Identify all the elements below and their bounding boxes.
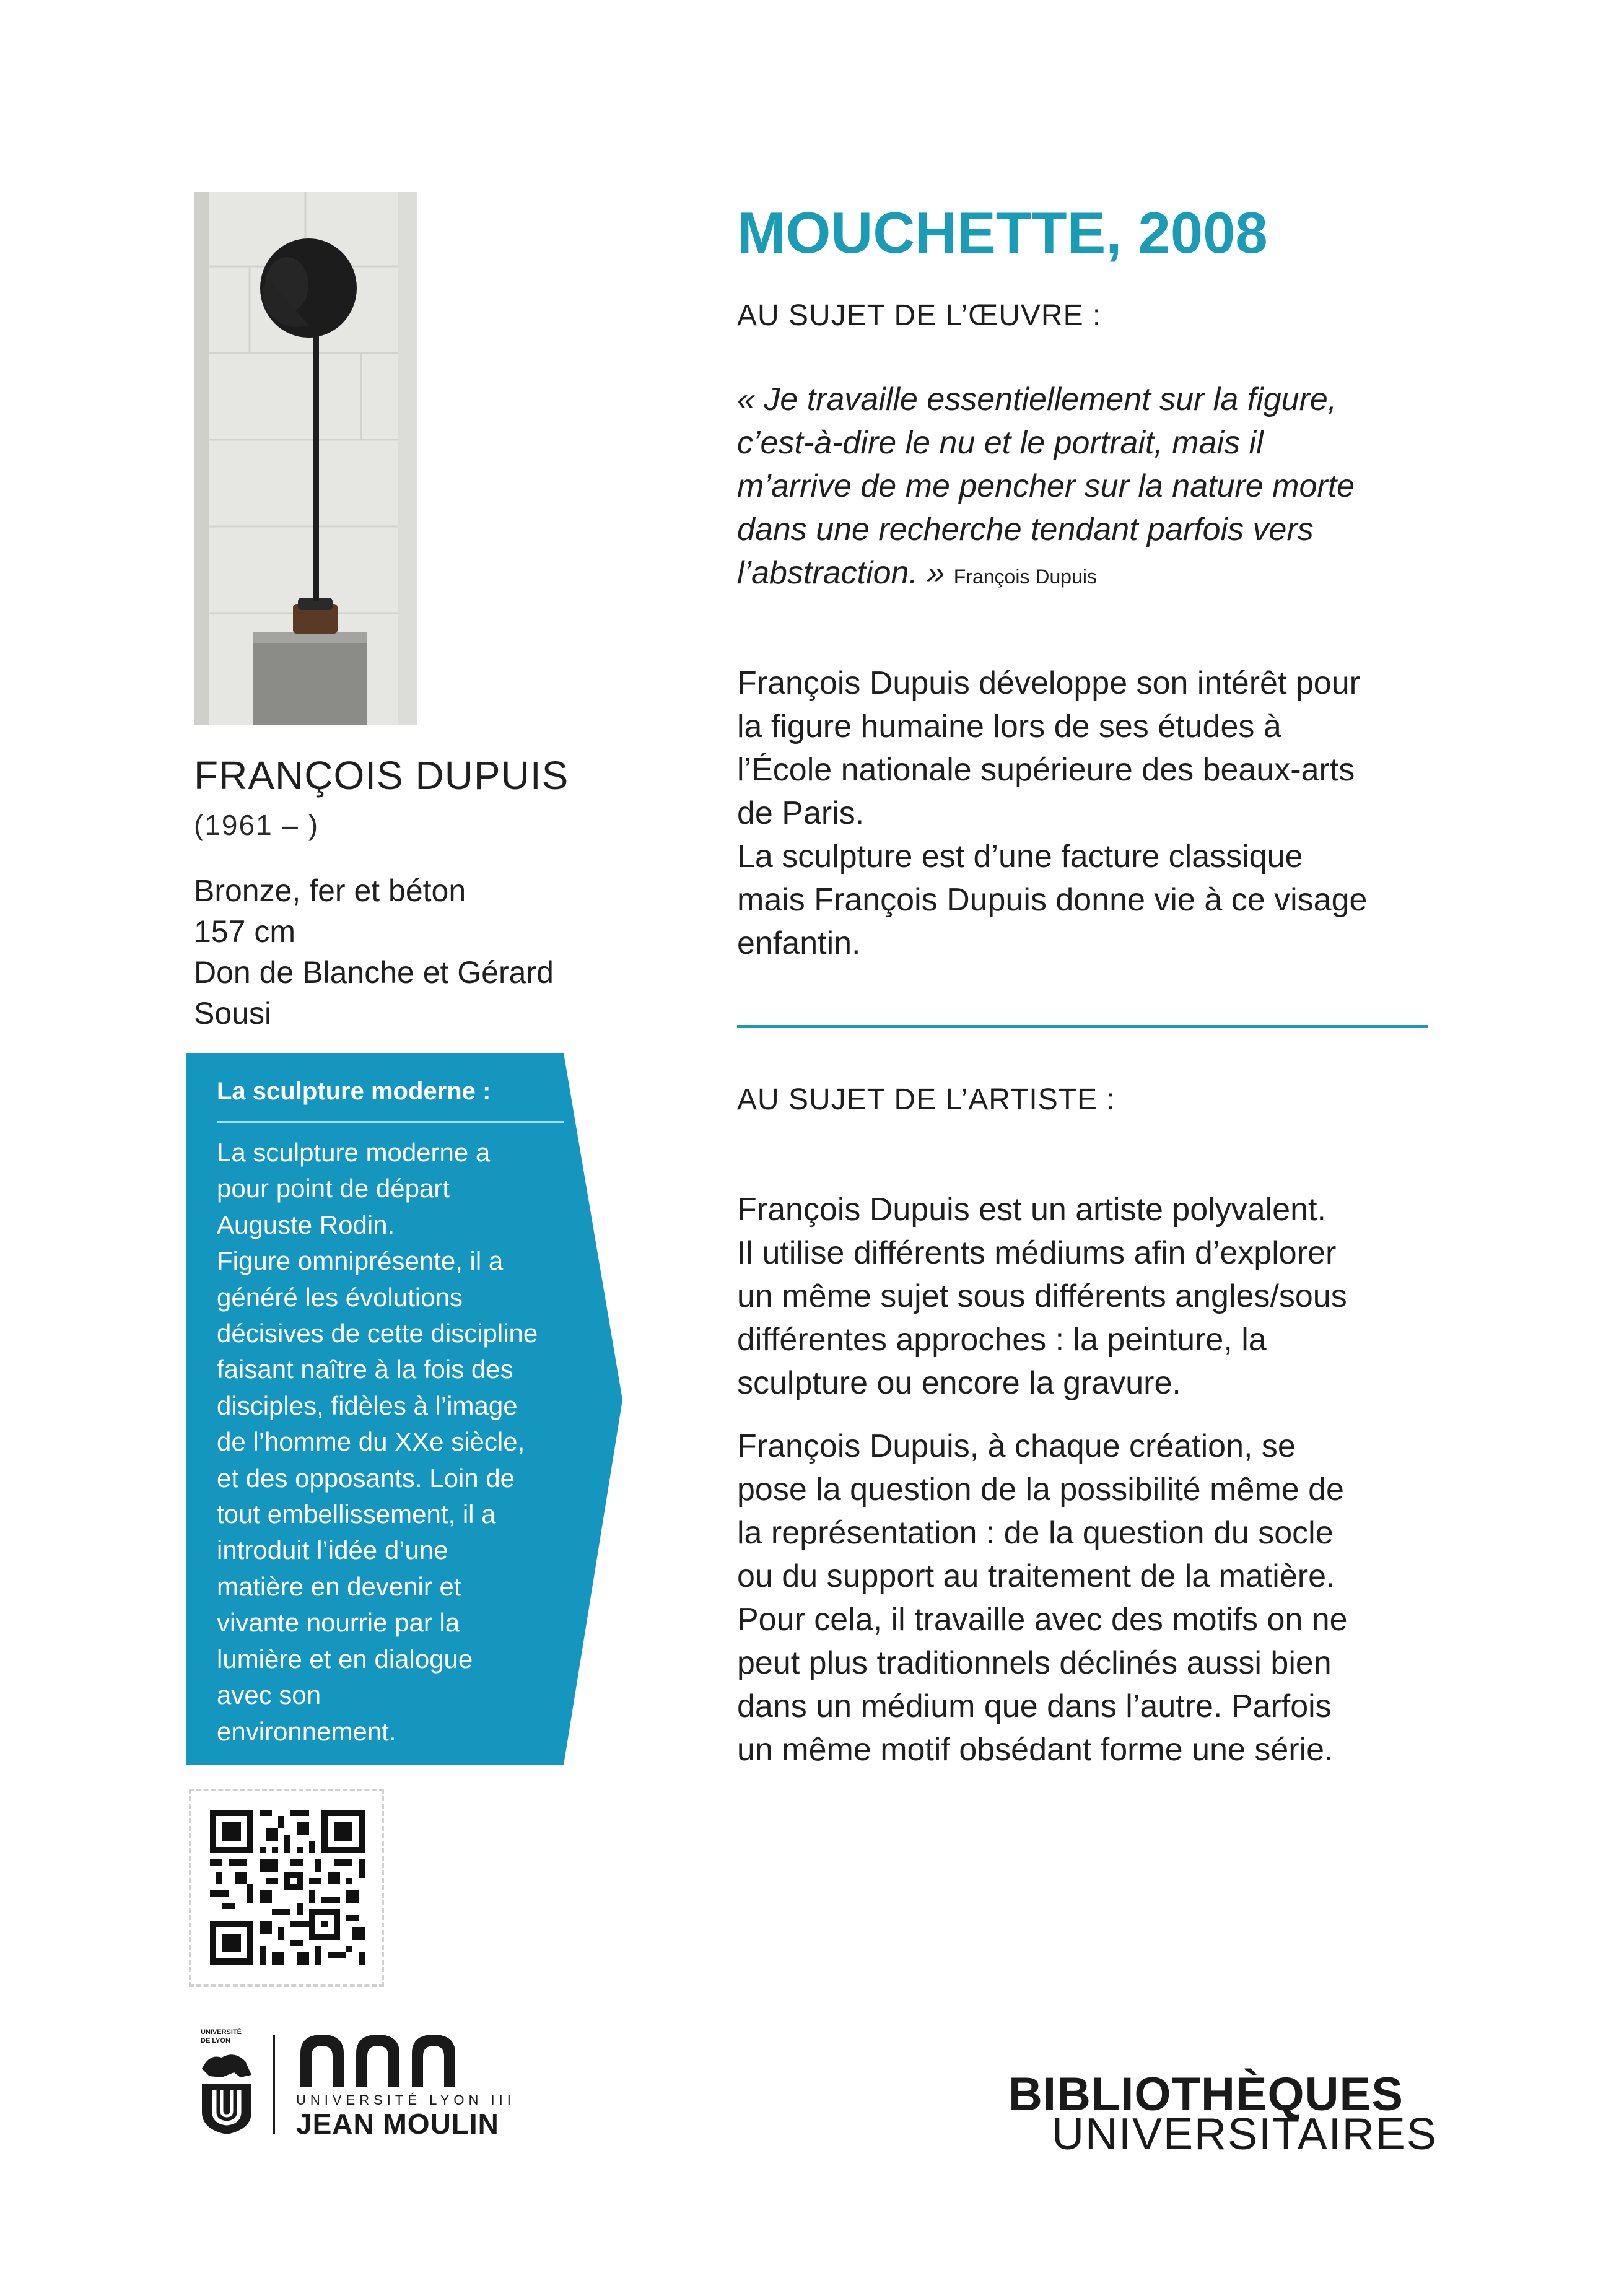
quote-author: François Dupuis	[953, 565, 1097, 588]
body-line: La sculpture est d’une facture classique	[737, 839, 1303, 875]
artist-quote	[737, 378, 1355, 598]
logo-separator	[273, 2035, 275, 2134]
qr-code-icon	[210, 1810, 365, 1965]
info-box-line: tout embellissement, il a	[217, 1499, 496, 1529]
artist-description-1	[737, 1188, 1347, 1405]
body-line: pose la question de la possibilité même de	[737, 1472, 1344, 1508]
artist-description-2	[737, 1425, 1348, 1771]
ul-logo-text-1: UNIVERSITÉ	[201, 2028, 242, 2036]
work-description	[737, 661, 1367, 965]
body-line: différentes approches : la peinture, la	[737, 1322, 1267, 1358]
info-box-line: Figure omniprésente, il a	[217, 1246, 504, 1276]
bibliotheques-logo-title: BIBLIOTHÈQUES	[1008, 2068, 1404, 2121]
artwork-donation-cont: Sousi	[194, 996, 272, 1031]
info-box-line: généré les évolutions	[217, 1282, 463, 1312]
body-line: François Dupuis, à chaque création, se	[737, 1428, 1296, 1464]
info-box-line: avec son	[217, 1680, 321, 1710]
body-line: Pour cela, il travaille avec des motifs on ne	[737, 1602, 1348, 1638]
quote-line: l’abstraction. »	[737, 555, 945, 591]
body-line: Il utilise différents médiums afin d’explorer	[737, 1235, 1337, 1271]
info-box-line: faisant naître à la fois des	[217, 1355, 513, 1384]
quote-line: « Je travaille essentiellement sur la figure,	[737, 382, 1337, 417]
artwork-donation: Don de Blanche et Gérard	[194, 955, 554, 990]
body-line: la figure humaine lors de ses études à	[737, 709, 1281, 744]
info-box-line: matière en devenir et	[217, 1571, 461, 1601]
info-box-line: de l’homme du XXe siècle,	[217, 1427, 525, 1457]
body-line: peut plus traditionnels déclinés aussi bien	[737, 1645, 1332, 1681]
body-line: François Dupuis développe son intérêt pour	[737, 665, 1360, 701]
info-box-line: pour point de départ	[217, 1174, 450, 1203]
artwork-size: 157 cm	[194, 914, 295, 949]
artist-dates: (1961 – )	[194, 809, 320, 841]
info-box-text	[217, 1135, 601, 1750]
artwork-details	[194, 870, 554, 1034]
info-box-line: vivante nourrie par la	[217, 1608, 460, 1638]
info-box-line: et des opposants. Loin de	[217, 1463, 515, 1493]
info-box-title: La sculpture moderne :	[217, 1078, 491, 1105]
section-heading-artist: AU SUJET DE L’ARTISTE :	[737, 1083, 1115, 1116]
quote-line-last	[737, 551, 1355, 598]
artwork-medium: Bronze, fer et béton	[194, 873, 466, 908]
body-line: mais François Dupuis donne vie à ce visage	[737, 882, 1368, 918]
body-line: ou du support au traitement de la matière.	[737, 1558, 1335, 1594]
info-box-line: introduit l’idée d’une	[217, 1535, 448, 1565]
ul-logo-text-2: DE LYON	[201, 2037, 230, 2045]
info-box-divider	[217, 1121, 564, 1123]
info-box-line: lumière et en dialogue	[217, 1644, 473, 1674]
body-line: enfantin.	[737, 925, 861, 961]
body-line: l’École nationale supérieure des beaux-arts	[737, 752, 1355, 788]
info-box-line: environnement.	[217, 1716, 396, 1746]
body-line: la représentation : de la question du socle	[737, 1515, 1334, 1551]
info-box-line: disciples, fidèles à l’image	[217, 1390, 518, 1420]
body-line: sculpture ou encore la gravure.	[737, 1365, 1181, 1401]
quote-line: dans une recherche tendant parfois vers	[737, 512, 1314, 548]
jean-moulin-logo-subtitle: UNIVERSITÉ LYON III	[296, 2092, 515, 2108]
body-line: un même sujet sous différents angles/sous	[737, 1278, 1347, 1314]
body-line: dans un médium que dans l’autre. Parfois	[737, 1688, 1332, 1724]
info-box-line: Auguste Rodin.	[217, 1210, 395, 1239]
info-box-line: décisives de cette discipline	[217, 1319, 538, 1348]
quote-line: c’est-à-dire le nu et le portrait, mais il	[737, 425, 1264, 461]
jean-moulin-arches-icon	[294, 2028, 480, 2090]
section-divider	[737, 1025, 1428, 1028]
artist-name: FRANÇOIS DUPUIS	[194, 753, 569, 798]
universite-de-lyon-logo	[197, 2025, 259, 2137]
bibliotheques-logo-subtitle: UNIVERSITAIRES	[1052, 2110, 1438, 2159]
qr-code[interactable]	[189, 1789, 384, 1987]
body-line: François Dupuis est un artiste polyvalent.	[737, 1192, 1326, 1228]
body-line: de Paris.	[737, 795, 865, 831]
info-box-line: La sculpture moderne a	[217, 1138, 491, 1167]
body-line: un même motif obsédant forme une série.	[737, 1732, 1334, 1768]
sculpture-photo	[194, 192, 417, 725]
section-heading-work: AU SUJET DE L’ŒUVRE :	[737, 299, 1102, 332]
jean-moulin-logo-title: JEAN MOULIN	[296, 2108, 499, 2140]
artwork-title: MOUCHETTE, 2008	[737, 200, 1268, 265]
quote-line: m’arrive de me pencher sur la nature morte	[737, 468, 1355, 504]
sculpture-illustration	[194, 192, 417, 725]
